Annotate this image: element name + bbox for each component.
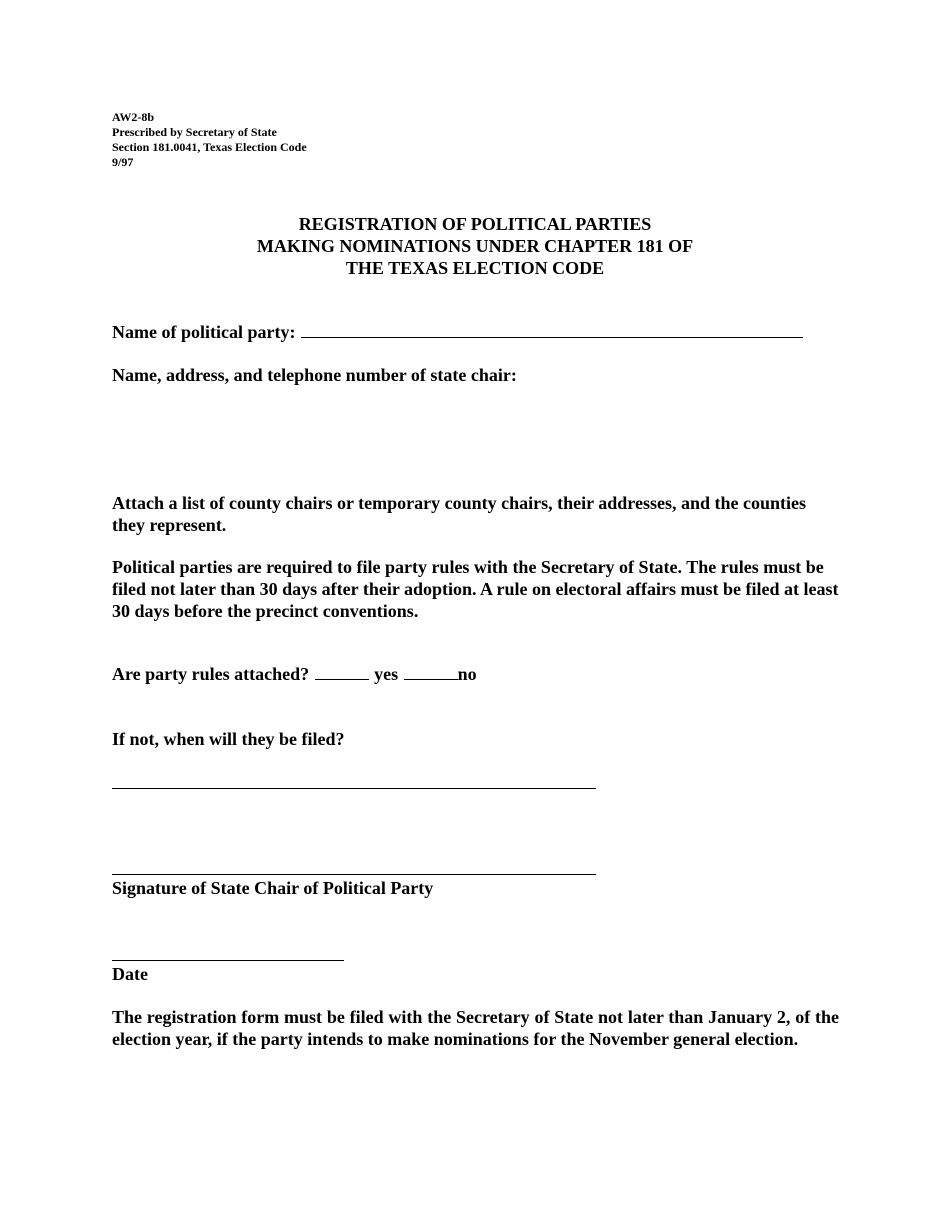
form-title [0,213,950,279]
statute-section: Section 181.0041, Texas Election Code [112,140,307,154]
yes-label: yes [374,664,399,684]
date-label: Date [112,964,148,984]
rules-attached-yes-field[interactable] [315,663,369,680]
state-chair-field[interactable] [112,392,840,482]
filing-deadline-instruction: The registration form must be filed with the Secretary of State not later than January 2, of the election year, if the party intends to make nominations for the November general election. [112,1007,839,1049]
signature-field[interactable] [112,874,596,875]
county-chairs-instruction: Attach a list of county chairs or temporary county chairs, their addresses, and the counties they represent. [112,493,806,535]
prescribed-by: Prescribed by Secretary of State [112,125,277,139]
date-field[interactable] [112,960,344,961]
state-chair-label: Name, address, and telephone number of state chair: [112,365,517,385]
title-line-1: REGISTRATION OF POLITICAL PARTIES [298,214,652,234]
rules-attached-no-field[interactable] [404,663,458,680]
no-label: no [457,664,477,684]
party-name-row [112,321,804,343]
party-rules-instruction: Political parties are required to file party rules with the Secretary of State. The rules must be filed not later than 30 days after their adoption. A rule on electoral affairs must be filed at least 30 days before the precinct conventions. [112,557,839,621]
party-name-label: Name of political party: [112,322,296,342]
rules-attached-label: Are party rules attached? [112,664,310,684]
when-filed-label: If not, when will they be filed? [112,729,345,749]
form-id: AW2-8b [112,110,155,124]
title-line-3: THE TEXAS ELECTION CODE [345,258,605,278]
title-line-2: MAKING NOMINATIONS UNDER CHAPTER 181 OF [256,236,694,256]
form-date-code: 9/97 [112,155,134,169]
party-name-field[interactable] [301,321,803,338]
when-filed-field[interactable] [112,788,596,789]
form-header [112,110,307,170]
rules-attached-row [112,663,477,685]
signature-label: Signature of State Chair of Political Party [112,878,434,898]
